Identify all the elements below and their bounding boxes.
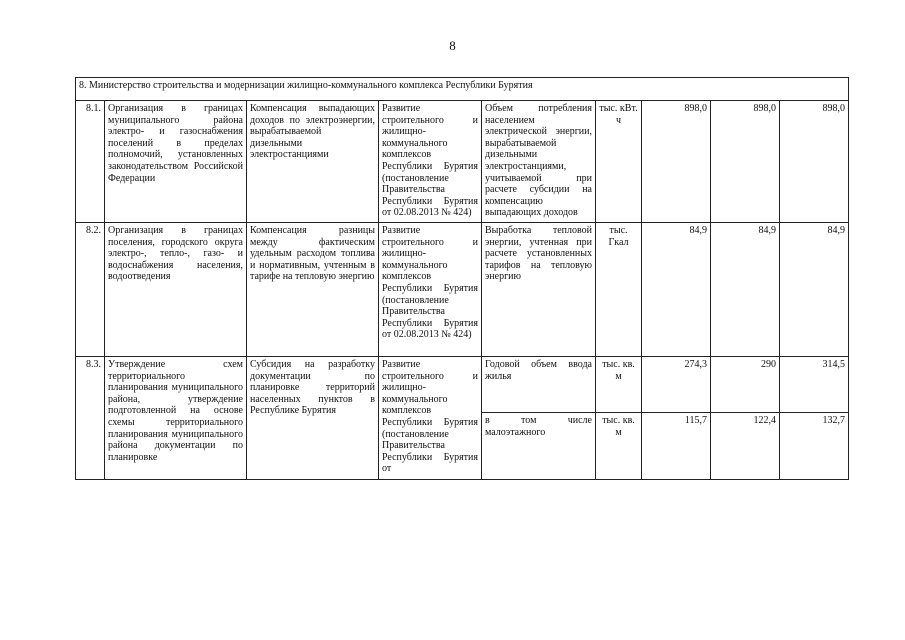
value-cell-2: 898,0	[711, 101, 780, 223]
unit-cell: тыс. Гкал	[596, 223, 642, 357]
section-title: 8. Министерство строительства и модернизации жилищно-коммунального комплекса Республики Бурятия	[76, 78, 849, 101]
value-cell-2: 84,9	[711, 223, 780, 357]
value-cell-2: 122,4	[711, 413, 780, 480]
measure-cell: Компенсация выпадающих доходов по электроэнергии, вырабатываемой дизельными электростанциями	[247, 101, 379, 223]
measure-cell: Субсидия на разработку документации по планировке территорий населенных пунктов в Республике Бурятия	[247, 357, 379, 480]
unit-cell: тыс. кв. м	[596, 357, 642, 413]
value-cell-2: 290	[711, 357, 780, 413]
task-cell: Организация в границах муниципального района электро- и газоснабжения поселений в пределах полномочий, установленных законодательством Российской Федерации	[105, 101, 247, 223]
table-row	[76, 101, 849, 223]
table-row	[76, 357, 849, 413]
value-cell-1: 898,0	[642, 101, 711, 223]
indicator-cell: в том числе малоэтажного	[482, 413, 596, 480]
program-cell: Развитие строительного и жилищно-коммунального комплексов Республики Бурятия (постановление Правительства Республики Бурятия от 02.08.2013 № 424)	[379, 101, 482, 223]
program-cell: Развитие строительного и жилищно-коммунального комплексов Республики Бурятия (постановление Правительства Республики Бурятия от 02.08.2013 № 424)	[379, 223, 482, 357]
value-cell-3: 84,9	[780, 223, 849, 357]
task-cell: Утверждение схем территориального планирования муниципального района, утверждение подготовленной на основе схемы территориального планирования муниципального района документации по планировке	[105, 357, 247, 480]
row-number: 8.1.	[76, 101, 105, 223]
task-cell: Организация в границах поселения, городского округа электро-, тепло-, газо- и водоснабжения населения, водоотведения	[105, 223, 247, 357]
indicator-cell: Объем потребления населением электрической энергии, вырабатываемой дизельными электростанциями, учитываемой при расчете субсидии на компенсацию выпадающих доходов	[482, 101, 596, 223]
value-cell-1: 84,9	[642, 223, 711, 357]
row-number: 8.2.	[76, 223, 105, 357]
value-cell-1: 274,3	[642, 357, 711, 413]
table-row	[76, 223, 849, 357]
row-number: 8.3.	[76, 357, 105, 480]
value-cell-3: 132,7	[780, 413, 849, 480]
unit-cell: тыс. кВт. ч	[596, 101, 642, 223]
section-header-row	[76, 78, 849, 101]
value-cell-3: 898,0	[780, 101, 849, 223]
indicator-cell: Выработка тепловой энергии, учтенная при расчете установленных тарифов на тепловую энергию	[482, 223, 596, 357]
indicator-cell: Годовой объем ввода жилья	[482, 357, 596, 413]
unit-cell: тыс. кв. м	[596, 413, 642, 480]
plan-table	[75, 77, 849, 480]
value-cell-3: 314,5	[780, 357, 849, 413]
page-number: 8	[449, 38, 456, 53]
measure-cell: Компенсация разницы между фактическим удельным расходом топлива и нормативным, учтенным в тарифе на тепловую энергию	[247, 223, 379, 357]
program-cell: Развитие строительного и жилищно-коммунального комплексов Республики Бурятия (постановление Правительства Республики Бурятия от	[379, 357, 482, 480]
value-cell-1: 115,7	[642, 413, 711, 480]
